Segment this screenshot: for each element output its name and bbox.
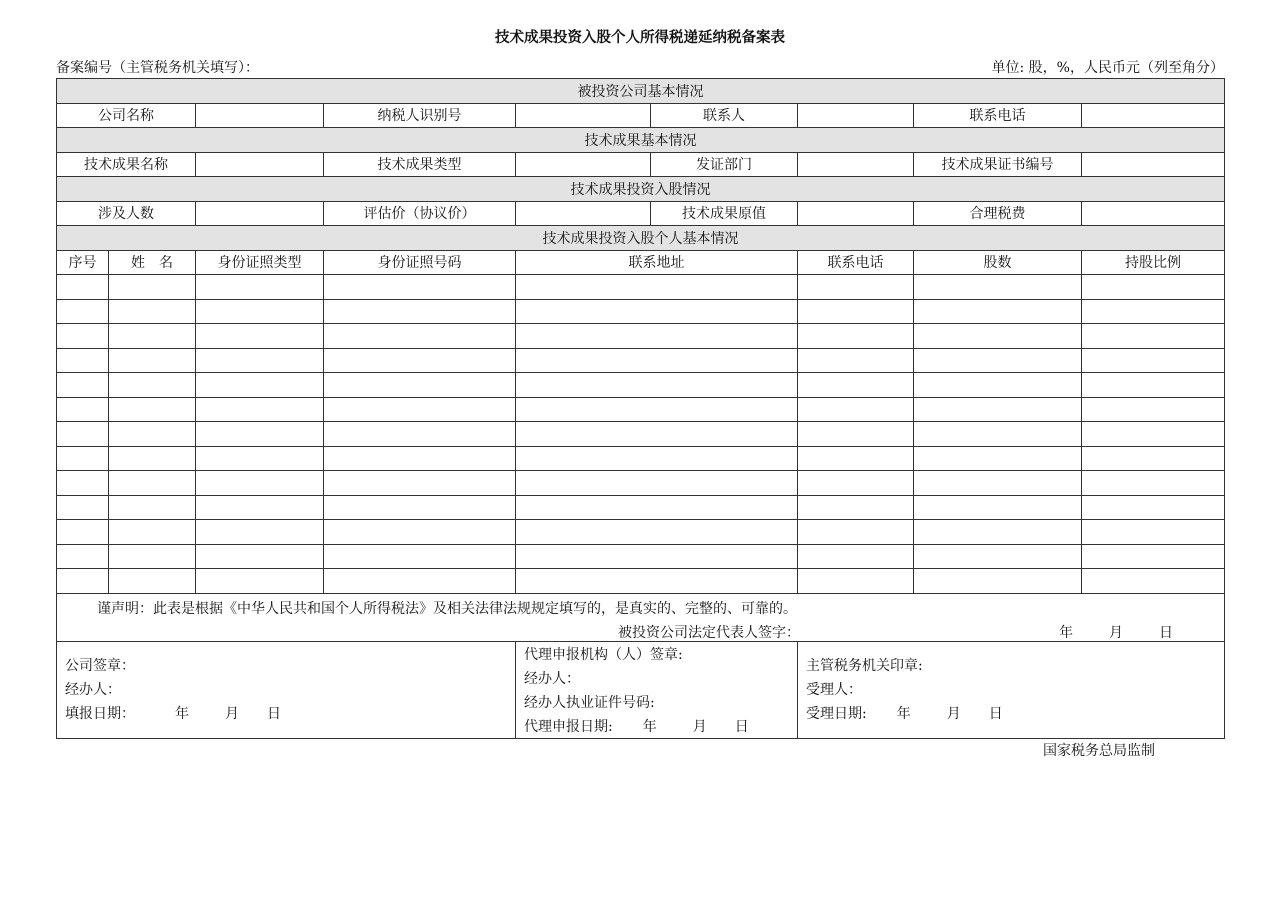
date-day: 日: [734, 718, 749, 735]
cell-name[interactable]: [109, 471, 196, 496]
cell-shares[interactable]: [914, 495, 1082, 520]
cell-ratio[interactable]: [1082, 495, 1225, 520]
individual-rows: [57, 275, 1225, 594]
company-seal-label: 公司签章：: [65, 657, 135, 674]
cell-address[interactable]: [516, 544, 798, 569]
label-company-name: 公司名称: [57, 103, 196, 128]
cell-ratio[interactable]: [1082, 544, 1225, 569]
cell-shares[interactable]: [914, 397, 1082, 422]
fill-date-label: 填报日期：: [65, 705, 135, 722]
input-issuing-dept[interactable]: [798, 152, 914, 177]
input-taxpayer-id[interactable]: [516, 103, 651, 128]
cell-address[interactable]: [516, 348, 798, 373]
tech-row: [57, 152, 1225, 177]
section-title-tech: 技术成果基本情况: [57, 128, 1225, 153]
input-original-value[interactable]: [798, 201, 914, 226]
col-header-shares: 股数: [914, 250, 1082, 275]
cell-id-number[interactable]: [324, 495, 516, 520]
cell-seq[interactable]: [57, 348, 109, 373]
agent-date-label: 代理申报日期:: [524, 718, 613, 735]
cell-phone[interactable]: [798, 520, 914, 545]
investment-row: [57, 201, 1225, 226]
label-appraised-value: 评估价（协议价）: [324, 201, 516, 226]
cell-phone[interactable]: [798, 299, 914, 324]
cell-name[interactable]: [109, 348, 196, 373]
cell-id-type[interactable]: [196, 348, 324, 373]
cell-ratio[interactable]: [1082, 520, 1225, 545]
cell-id-type[interactable]: [196, 544, 324, 569]
cell-id-type[interactable]: [196, 299, 324, 324]
cell-name[interactable]: [109, 520, 196, 545]
cell-name[interactable]: [109, 397, 196, 422]
individual-row: [57, 520, 1225, 545]
cell-ratio[interactable]: [1082, 275, 1225, 300]
label-reasonable-taxes: 合理税费: [914, 201, 1082, 226]
cell-phone[interactable]: [798, 544, 914, 569]
individual-row: [57, 373, 1225, 398]
label-original-value: 技术成果原值: [651, 201, 798, 226]
label-tech-name: 技术成果名称: [57, 152, 196, 177]
cell-seq[interactable]: [57, 520, 109, 545]
input-people-count[interactable]: [196, 201, 324, 226]
cell-address[interactable]: [516, 495, 798, 520]
cell-phone[interactable]: [798, 495, 914, 520]
cell-id-type[interactable]: [196, 520, 324, 545]
input-contact-phone[interactable]: [1082, 103, 1225, 128]
agent-seal-label: 代理申报机构（人）签章:: [524, 646, 683, 663]
cell-seq[interactable]: [57, 275, 109, 300]
label-taxpayer-id: 纳税人识别号: [324, 103, 516, 128]
input-tech-name[interactable]: [196, 152, 324, 177]
section-title-company: 被投资公司基本情况: [57, 79, 1225, 104]
cell-id-type[interactable]: [196, 324, 324, 349]
cell-seq[interactable]: [57, 544, 109, 569]
input-reasonable-taxes[interactable]: [1082, 201, 1225, 226]
cell-phone[interactable]: [798, 348, 914, 373]
cell-shares[interactable]: [914, 446, 1082, 471]
cell-ratio[interactable]: [1082, 471, 1225, 496]
date-month: 月: [946, 705, 961, 722]
cell-phone[interactable]: [798, 275, 914, 300]
cell-name[interactable]: [109, 446, 196, 471]
cell-seq[interactable]: [57, 446, 109, 471]
cell-address[interactable]: [516, 520, 798, 545]
input-contact-person[interactable]: [798, 103, 914, 128]
cell-ratio[interactable]: [1082, 299, 1225, 324]
section-title-investment: 技术成果投资入股情况: [57, 177, 1225, 202]
col-header-phone: 联系电话: [798, 250, 914, 275]
declaration-cell: [57, 593, 1225, 641]
cell-address[interactable]: [516, 397, 798, 422]
individual-row: [57, 569, 1225, 594]
cell-ratio[interactable]: [1082, 373, 1225, 398]
unit-label: 单位: 股，%，人民币元（列至角分）: [991, 60, 1224, 76]
cell-shares[interactable]: [914, 348, 1082, 373]
cell-phone[interactable]: [798, 397, 914, 422]
receiver-label: 受理人：: [806, 681, 862, 698]
cell-shares[interactable]: [914, 299, 1082, 324]
declaration-statement: 谨声明：此表是根据《中华人民共和国个人所得税法》及相关法律法规规定填写的，是真实的、完整的、可靠的。: [97, 600, 797, 617]
cell-seq[interactable]: [57, 495, 109, 520]
date-month: 月: [225, 705, 239, 722]
cell-id-number[interactable]: [324, 569, 516, 594]
cell-name[interactable]: [109, 544, 196, 569]
cell-address[interactable]: [516, 446, 798, 471]
cell-name[interactable]: [109, 373, 196, 398]
individual-row: [57, 471, 1225, 496]
cell-name[interactable]: [109, 275, 196, 300]
cell-address[interactable]: [516, 275, 798, 300]
agent-cert-label: 经办人执业证件号码:: [524, 694, 655, 711]
date-year: 年: [175, 705, 189, 722]
label-certificate-no: 技术成果证书编号: [914, 152, 1082, 177]
date-year: 年: [642, 718, 657, 735]
cell-shares[interactable]: [914, 471, 1082, 496]
cell-id-number[interactable]: [324, 373, 516, 398]
agent-handler-label: 经办人：: [524, 670, 580, 687]
agent-date: [524, 715, 749, 739]
company-handler-label: 经办人：: [65, 681, 121, 698]
input-certificate-no[interactable]: [1082, 152, 1225, 177]
col-header-address: 联系地址: [516, 250, 798, 275]
date-day: 日: [267, 705, 281, 722]
date-year: 年: [1059, 624, 1073, 641]
individuals-header-row: [57, 250, 1225, 275]
legal-rep-signature-label[interactable]: 被投资公司法定代表人签字：: [618, 624, 800, 641]
individual-row: [57, 299, 1225, 324]
cell-phone[interactable]: [798, 569, 914, 594]
cell-id-number[interactable]: [324, 446, 516, 471]
cell-id-number[interactable]: [324, 471, 516, 496]
individual-row: [57, 446, 1225, 471]
cell-shares[interactable]: [914, 275, 1082, 300]
individual-row: [57, 544, 1225, 569]
col-header-id-number: 身份证照号码: [324, 250, 516, 275]
input-tech-type[interactable]: [516, 152, 651, 177]
individual-row: [57, 324, 1225, 349]
cell-id-number[interactable]: [324, 299, 516, 324]
cell-id-type[interactable]: [196, 471, 324, 496]
cell-id-type[interactable]: [196, 446, 324, 471]
cell-phone[interactable]: [798, 446, 914, 471]
cell-shares[interactable]: [914, 373, 1082, 398]
company-signature-block[interactable]: [57, 641, 516, 738]
cell-seq[interactable]: [57, 324, 109, 349]
cell-phone[interactable]: [798, 324, 914, 349]
cell-id-number[interactable]: [324, 397, 516, 422]
individual-row: [57, 495, 1225, 520]
cell-ratio[interactable]: [1082, 324, 1225, 349]
date-day: 日: [988, 705, 1003, 722]
cell-phone[interactable]: [798, 373, 914, 398]
filing-number-label: 备案编号（主管税务机关填写）：: [56, 60, 259, 76]
cell-address[interactable]: [516, 299, 798, 324]
cell-id-number[interactable]: [324, 275, 516, 300]
cell-seq[interactable]: [57, 373, 109, 398]
cell-name[interactable]: [109, 324, 196, 349]
individual-row: [57, 348, 1225, 373]
cell-address[interactable]: [516, 324, 798, 349]
cell-name[interactable]: [109, 569, 196, 594]
company-row: [57, 103, 1225, 128]
cell-ratio[interactable]: [1082, 422, 1225, 447]
cell-id-number[interactable]: [324, 544, 516, 569]
cell-name[interactable]: [109, 495, 196, 520]
cell-id-number[interactable]: [324, 324, 516, 349]
cell-id-type[interactable]: [196, 373, 324, 398]
cell-address[interactable]: [516, 569, 798, 594]
cell-address[interactable]: [516, 422, 798, 447]
receive-date-label: 受理日期:: [806, 705, 867, 722]
cell-id-type[interactable]: [196, 275, 324, 300]
date-month: 月: [692, 718, 707, 735]
cell-shares[interactable]: [914, 520, 1082, 545]
label-contact-phone: 联系电话: [914, 103, 1082, 128]
cell-address[interactable]: [516, 471, 798, 496]
tax-authority-seal-label: 主管税务机关印章:: [806, 657, 923, 674]
cell-id-type[interactable]: [196, 422, 324, 447]
col-header-seq: 序号: [57, 250, 109, 275]
cell-ratio[interactable]: [1082, 569, 1225, 594]
cell-id-type[interactable]: [196, 495, 324, 520]
tax-authority-block[interactable]: [798, 641, 1225, 738]
individual-row: [57, 397, 1225, 422]
col-header-id-type: 身份证照类型: [196, 250, 324, 275]
cell-shares[interactable]: [914, 324, 1082, 349]
cell-phone[interactable]: [798, 422, 914, 447]
label-contact-person: 联系人: [651, 103, 798, 128]
label-people-count: 涉及人数: [57, 201, 196, 226]
cell-id-type[interactable]: [196, 569, 324, 594]
cell-shares[interactable]: [914, 422, 1082, 447]
cell-name[interactable]: [109, 299, 196, 324]
cell-seq[interactable]: [57, 397, 109, 422]
cell-seq[interactable]: [57, 422, 109, 447]
col-header-ratio: 持股比例: [1082, 250, 1225, 275]
label-tech-type: 技术成果类型: [324, 152, 516, 177]
date-day: 日: [1159, 624, 1173, 641]
input-appraised-value[interactable]: [516, 201, 651, 226]
individual-row: [57, 275, 1225, 300]
issuer-note: 国家税务总局监制: [1043, 743, 1155, 759]
cell-shares[interactable]: [914, 544, 1082, 569]
filing-form-table: [56, 78, 1225, 739]
cell-ratio[interactable]: [1082, 446, 1225, 471]
date-year: 年: [896, 705, 911, 722]
cell-id-number[interactable]: [324, 520, 516, 545]
receive-date: [806, 702, 1003, 726]
agent-signature-block[interactable]: [516, 641, 798, 738]
col-header-name: 姓 名: [109, 250, 196, 275]
cell-shares[interactable]: [914, 569, 1082, 594]
input-company-name[interactable]: [196, 103, 324, 128]
individual-row: [57, 422, 1225, 447]
cell-id-type[interactable]: [196, 397, 324, 422]
company-fill-date: [65, 702, 281, 726]
cell-ratio[interactable]: [1082, 348, 1225, 373]
cell-id-number[interactable]: [324, 348, 516, 373]
form-title: 技术成果投资入股个人所得税递延纳税备案表: [495, 30, 785, 46]
cell-seq[interactable]: [57, 471, 109, 496]
cell-name[interactable]: [109, 422, 196, 447]
cell-ratio[interactable]: [1082, 397, 1225, 422]
label-issuing-dept: 发证部门: [651, 152, 798, 177]
cell-id-number[interactable]: [324, 422, 516, 447]
cell-address[interactable]: [516, 373, 798, 398]
date-month: 月: [1109, 624, 1123, 641]
cell-seq[interactable]: [57, 569, 109, 594]
cell-seq[interactable]: [57, 299, 109, 324]
cell-phone[interactable]: [798, 471, 914, 496]
section-title-individuals: 技术成果投资入股个人基本情况: [57, 226, 1225, 251]
declaration-date[interactable]: [1059, 622, 1173, 642]
